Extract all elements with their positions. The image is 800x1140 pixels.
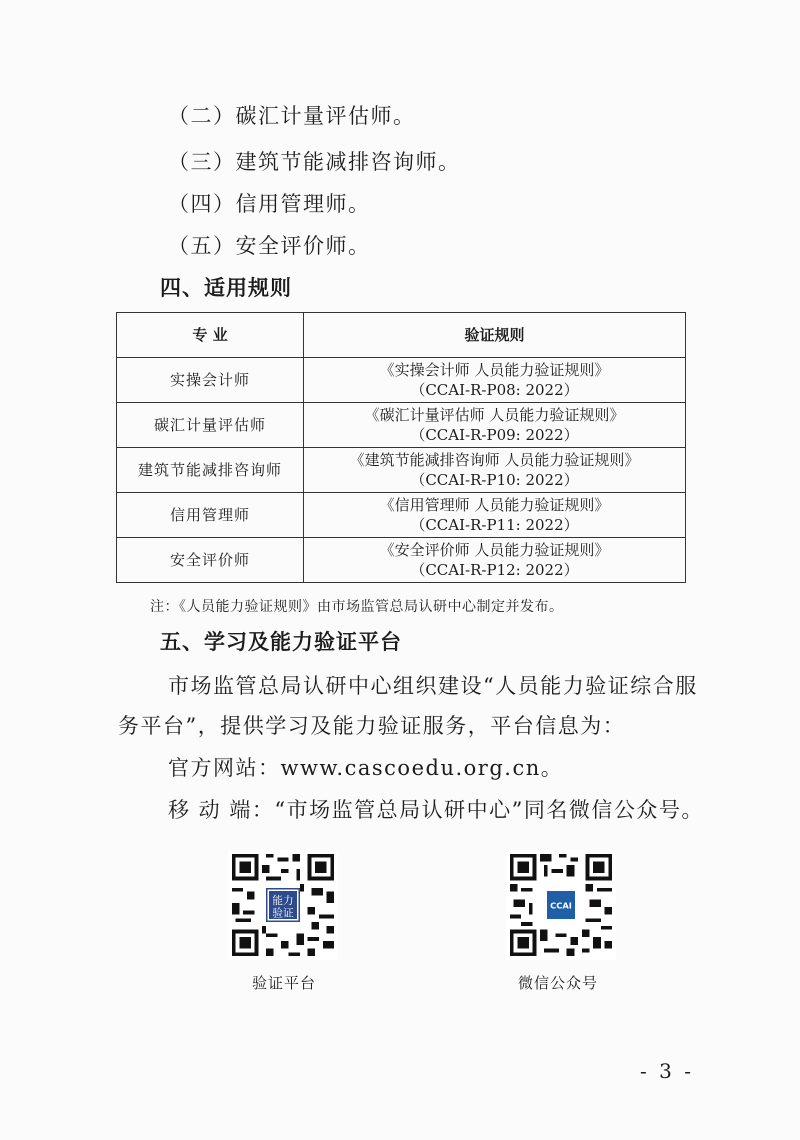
rule-title: 《信用管理师 人员能力验证规则》 (379, 496, 610, 514)
header-rule: 验证规则 (304, 313, 686, 358)
rule-code: （CCAI-R-P08: 2022） (410, 381, 579, 399)
section5-heading: 五、学习及能力验证平台 (160, 630, 402, 654)
rule-code: （CCAI-R-P10: 2022） (410, 471, 579, 489)
table-row (117, 403, 686, 448)
mobile-line: 移 动 端：“市场监管总局认研中心”同名微信公众号。 (168, 798, 704, 822)
cell-rule (304, 493, 686, 538)
header-major: 专 业 (117, 313, 304, 358)
cell-major: 碳汇计量评估师 (117, 403, 304, 448)
website-line: 官方网站：www.cascoedu.org.cn。 (168, 756, 564, 780)
cell-rule (304, 538, 686, 583)
cell-major: 实操会计师 (117, 358, 304, 403)
list-item-2: （二）碳汇计量评估师。 (168, 104, 416, 128)
qr-logo-text: 验证 (272, 906, 294, 920)
list-item-5: （五）安全评价师。 (168, 234, 371, 258)
rules-table (116, 312, 686, 583)
table-row (117, 493, 686, 538)
qr-caption-wechat: 微信公众号 (518, 974, 599, 992)
rule-code: （CCAI-R-P12: 2022） (410, 561, 579, 579)
cell-major: 信用管理师 (117, 493, 304, 538)
cell-rule (304, 358, 686, 403)
rule-title: 《安全评价师 人员能力验证规则》 (379, 541, 610, 559)
cell-major: 安全评价师 (117, 538, 304, 583)
cell-rule (304, 448, 686, 493)
list-item-4: （四）信用管理师。 (168, 192, 371, 216)
rule-code: （CCAI-R-P11: 2022） (410, 516, 579, 534)
table-note: 注：《人员能力验证规则》由市场监管总局认研中心制定并发布。 (150, 599, 564, 615)
qr-logo-text: CCAI (550, 900, 572, 911)
platform-paragraph-line2: 务平台”，提供学习及能力验证服务，平台信息为： (118, 714, 626, 738)
rule-title: 《实操会计师 人员能力验证规则》 (379, 361, 610, 379)
section4-heading: 四、适用规则 (160, 276, 292, 300)
rule-code: （CCAI-R-P09: 2022） (410, 426, 579, 444)
qr-logo-text: 能力 (272, 893, 294, 907)
table-row (117, 448, 686, 493)
rule-title: 《建筑节能减排咨询师 人员能力验证规则》 (349, 451, 640, 469)
cell-major: 建筑节能减排咨询师 (117, 448, 304, 493)
table-row (117, 538, 686, 583)
table-header-row (117, 313, 686, 358)
qr-caption-platform: 验证平台 (252, 974, 317, 992)
table-row (117, 358, 686, 403)
list-item-3: （三）建筑节能减排咨询师。 (168, 150, 461, 174)
cell-rule (304, 403, 686, 448)
platform-paragraph-line1: 市场监管总局认研中心组织建设“人员能力验证综合服 (168, 674, 698, 698)
qr-code-icon (228, 850, 338, 960)
page-number: - 3 - (640, 1059, 694, 1083)
qr-code-icon (506, 850, 616, 960)
rule-title: 《碳汇计量评估师 人员能力验证规则》 (364, 406, 625, 424)
